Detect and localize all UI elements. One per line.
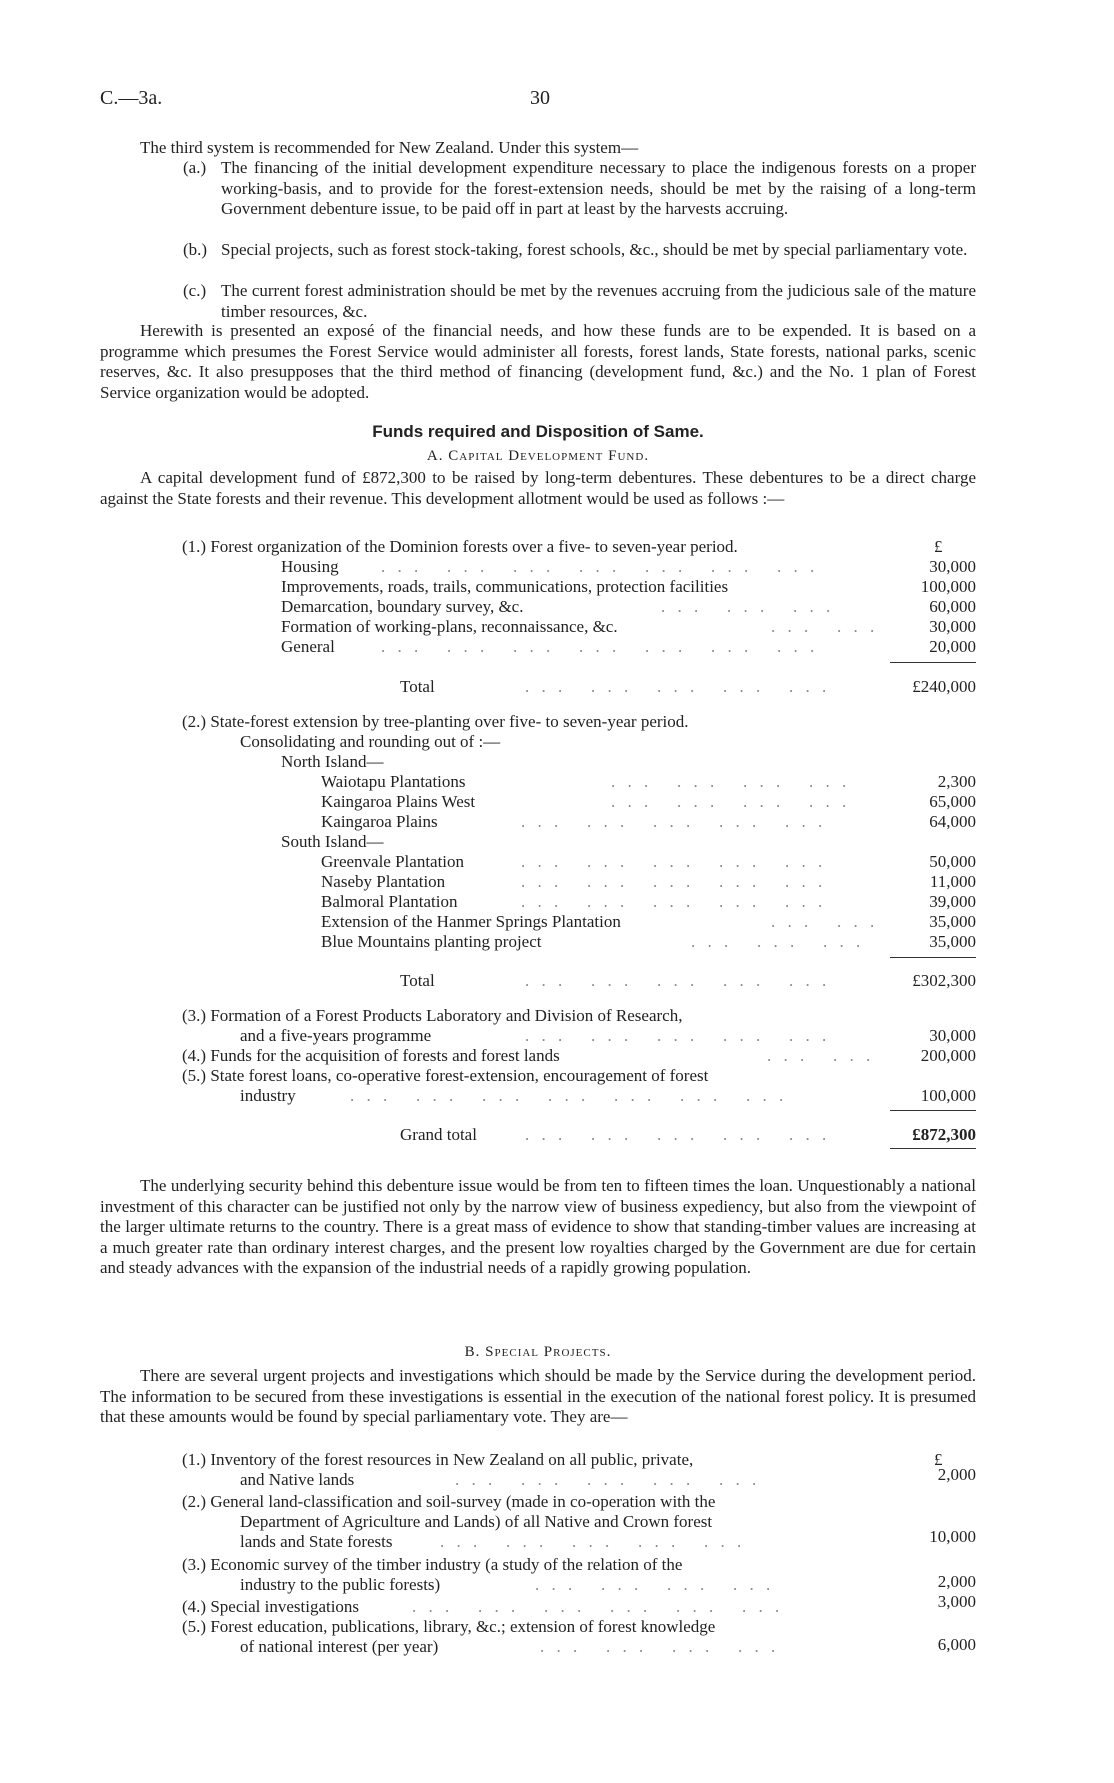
- row-label: Naseby Plantation: [321, 872, 446, 891]
- row-amount: 10,000: [929, 1527, 976, 1546]
- row-label: lands and State forests: [240, 1532, 393, 1551]
- item-label: (b.): [183, 240, 208, 259]
- intro-lead: The third system is recommended for New Zealand. Under this system—: [140, 138, 639, 157]
- table-row: Greenvale Plantation . . . . . . . . . . . . . . .: [321, 852, 827, 871]
- item-text: Special projects, such as forest stock-taking, forest schools, &c., should be met by special parliamentary vote.: [221, 240, 968, 259]
- item2-subtitle: Consolidating and rounding out of :—: [240, 732, 501, 751]
- row-amount: 11,000: [929, 872, 976, 891]
- table-row: Naseby Plantation . . . . . . . . . . . . . . .: [321, 872, 827, 891]
- row-amount: 6,000: [937, 1635, 976, 1654]
- table-row: industry . . . . . . . . . . . . . . . . . . . . .: [240, 1086, 788, 1105]
- table-row: Waiotapu Plantations . . . . . . . . . . . .: [321, 772, 851, 791]
- table-row: Housing . . . . . . . . . . . . . . . . . . . . .: [281, 557, 819, 576]
- funds-heading: Funds required and Disposition of Same.: [372, 422, 704, 441]
- grand-total-label: Grand total: [400, 1125, 477, 1144]
- section-b-heading: B. Special Projects.: [464, 1344, 612, 1360]
- row-label: Formation of working-plans, reconnaissance, &c.: [281, 617, 618, 636]
- item-text: The current forest administration should be met by the revenues accruing from the judicious sale of the mature timber resources, &c.: [221, 281, 976, 321]
- table-row: Kaingaroa Plains West . . . . . . . . . . . .: [321, 792, 851, 811]
- item-label: (a.): [183, 158, 207, 177]
- total-label: Total: [400, 971, 435, 990]
- currency-symbol: £: [934, 1450, 943, 1469]
- table-row: and a five-years programme . . . . . . . . . . . . . . .: [240, 1026, 831, 1045]
- table-row: Grand total . . . . . . . . . . . . . . .: [400, 1125, 831, 1144]
- north-island-label: North Island—: [281, 752, 384, 771]
- row-label: General: [281, 637, 335, 656]
- item2-title: (2.) State-forest extension by tree-planting over five- to seven-year period.: [182, 712, 689, 731]
- row-amount: 39,000: [929, 892, 976, 911]
- row-amount: 30,000: [929, 1026, 976, 1045]
- item-label: (c.): [183, 281, 207, 300]
- page-number: 30: [530, 87, 550, 109]
- intro-item-c: [183, 281, 976, 322]
- row-label: and Native lands: [240, 1470, 355, 1489]
- table-row: Total . . . . . . . . . . . . . . .: [400, 677, 831, 696]
- row-amount: 30,000: [929, 557, 976, 576]
- row-amount: 100,000: [920, 1086, 976, 1105]
- item5-line1: (5.) State forest loans, co-operative forest-extension, encouragement of forest: [182, 1066, 709, 1085]
- row-label: Extension of the Hanmer Springs Plantation: [321, 912, 621, 931]
- table-row: General . . . . . . . . . . . . . . . . . . . . .: [281, 637, 819, 656]
- row-amount: 50,000: [929, 852, 976, 871]
- row-label: and a five-years programme: [240, 1026, 432, 1045]
- b-item2-line2: Department of Agriculture and Lands) of all Native and Crown forest: [240, 1512, 713, 1531]
- row-amount: 100,000: [920, 577, 976, 596]
- table-row: Blue Mountains planting project . . . . . . . . .: [321, 932, 865, 951]
- section-b-intro: There are several urgent projects and investigations which should be made by the Service during the development period. The information to be secured from these investigations is essential in the execution of the national forest policy. It is presumed that these amounts would be found by special parliamentary vote. They are—: [100, 1366, 976, 1426]
- row-label: of national interest (per year): [240, 1637, 439, 1656]
- intro-item-b: [183, 240, 976, 261]
- total-label: Total: [400, 677, 435, 696]
- row-label: industry to the public forests): [240, 1575, 441, 1594]
- table-row: Total . . . . . . . . . . . . . . .: [400, 971, 831, 990]
- south-island-label: South Island—: [281, 832, 384, 851]
- item-text: The financing of the initial development expenditure necessary to place the indigenous forests on a proper working-basis, and to provide for the forest-extension needs, should be met by the raising of a long-term Government debenture issue, to be paid off in part at least by the harvests accruing.: [221, 158, 976, 218]
- table-row: industry to the public forests) . . . . . . . . . . . .: [240, 1575, 775, 1594]
- table-row: Kaingaroa Plains . . . . . . . . . . . . . . .: [321, 812, 827, 831]
- b-item3-line1: (3.) Economic survey of the timber industry (a study of the relation of the: [182, 1555, 683, 1574]
- b-item2-line1: (2.) General land-classification and soil-survey (made in co-operation with the: [182, 1492, 716, 1511]
- row-label: Kaingaroa Plains West: [321, 792, 476, 811]
- row-label: (4.) Special investigations: [182, 1597, 360, 1616]
- row-amount: 2,000: [937, 1572, 976, 1591]
- row-label: Greenvale Plantation: [321, 852, 465, 871]
- subtotal-rule: [890, 957, 976, 958]
- row-amount: 60,000: [929, 597, 976, 616]
- item3-line1: (3.) Formation of a Forest Products Laboratory and Division of Research,: [182, 1006, 683, 1025]
- row-label: Waiotapu Plantations: [321, 772, 466, 791]
- section-a-heading: A. Capital Development Fund.: [426, 448, 650, 464]
- row-amount: 2,000: [937, 1465, 976, 1484]
- expose-paragraph: Herewith is presented an exposé of the financial needs, and how these funds are to be expended. It is based on a programme which presumes the Forest Service would administer all forests, forest lands, State forests, national parks, scenic reserves, &c. It also presupposes that the third method of financing (development fund, &c.) and the No. 1 plan of Forest Service organization would be adopted.: [100, 321, 976, 402]
- row-label: Kaingaroa Plains: [321, 812, 438, 831]
- section-a-intro: A capital development fund of £872,300 to be raised by long-term debentures. These debentures to be a direct charge against the State forests and their revenue. This development allotment would be used as follows :—: [100, 468, 976, 508]
- row-label: (4.) Funds for the acquisition of forests and forest lands: [182, 1046, 560, 1065]
- grand-total-amount: £872,300: [912, 1125, 976, 1144]
- b-item5-line1: (5.) Forest education, publications, library, &c.; extension of forest knowledge: [182, 1617, 716, 1636]
- intro-item-a: [183, 158, 976, 220]
- row-amount: 64,000: [929, 812, 976, 831]
- table-row: of national interest (per year) . . . . . . . . . . . .: [240, 1637, 780, 1656]
- row-label: Improvements, roads, trails, communications, protection facilities: [281, 577, 729, 596]
- total-amount: £240,000: [912, 677, 976, 696]
- row-amount: 2,300: [937, 772, 976, 791]
- table-row: and Native lands . . . . . . . . . . . . . . .: [240, 1470, 761, 1489]
- table-row: Demarcation, boundary survey, &c. . . . . . . . . .: [281, 597, 835, 616]
- row-amount: 35,000: [929, 932, 976, 951]
- row-amount: 35,000: [929, 912, 976, 931]
- table-row: lands and State forests . . . . . . . . . . . . . . .: [240, 1532, 746, 1551]
- security-paragraph: The underlying security behind this debenture issue would be from ten to fifteen times the loan. Unquestionably a national investment of this character can be justified not only by the narrow view of business expediency, but also from the viewpoint of the larger ultimate returns to the country. There is a great mass of evidence to show that standing-timber values are increasing at a much greater rate than ordinary interest charges, and the present low royalties charged by the Government are due for certain and steady advances with the expansion of the industrial needs of a rapidly growing population.: [100, 1176, 976, 1277]
- row-amount: 30,000: [929, 617, 976, 636]
- row-amount: 20,000: [929, 637, 976, 656]
- currency-symbol: £: [934, 537, 943, 556]
- row-label: Balmoral Plantation: [321, 892, 458, 911]
- row-label: Blue Mountains planting project: [321, 932, 542, 951]
- row-label: Housing: [281, 557, 339, 576]
- grand-total-rule: [890, 1110, 976, 1111]
- grand-total-underline: [890, 1148, 976, 1149]
- table-row: (4.) Special investigations . . . . . . . . . . . . . . . . . .: [182, 1597, 784, 1616]
- b-item1-line1: (1.) Inventory of the forest resources in New Zealand on all public, private,: [182, 1450, 694, 1469]
- row-amount: 3,000: [937, 1592, 976, 1611]
- table-row: Balmoral Plantation . . . . . . . . . . . . . . .: [321, 892, 827, 911]
- item1-title: (1.) Forest organization of the Dominion forests over a five- to seven-year period.: [182, 537, 738, 556]
- row-label: industry: [240, 1086, 296, 1105]
- table-row: Formation of working-plans, reconnaissance, &c. . . . . . .: [281, 617, 879, 636]
- document-reference: C.—3a.: [100, 87, 163, 109]
- table-row: (4.) Funds for the acquisition of forests and forest lands . . . . . .: [182, 1046, 875, 1065]
- subtotal-rule: [890, 662, 976, 663]
- row-label: Demarcation, boundary survey, &c.: [281, 597, 524, 616]
- row-amount: 65,000: [929, 792, 976, 811]
- row-amount: 200,000: [920, 1046, 976, 1065]
- total-amount: £302,300: [912, 971, 976, 990]
- table-row: Extension of the Hanmer Springs Plantation . . . . . .: [321, 912, 879, 931]
